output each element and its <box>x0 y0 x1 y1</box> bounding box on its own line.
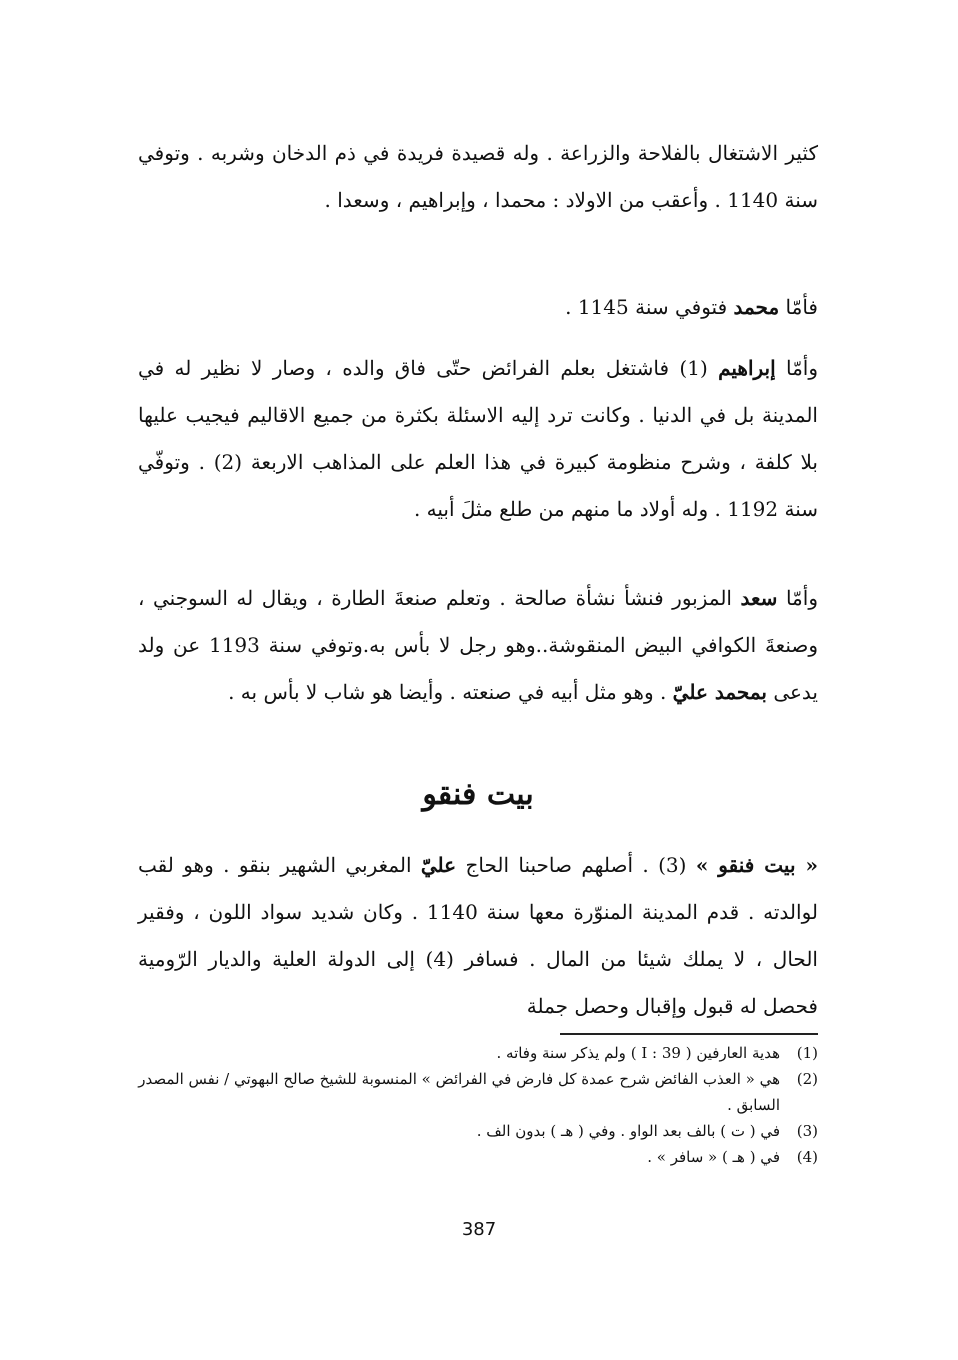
paragraph-3-text <box>138 345 818 533</box>
footnote-1 <box>138 1040 818 1066</box>
paragraph-1 <box>138 130 818 224</box>
paragraph-4-text <box>138 575 818 716</box>
paragraph-5-middle: (3) . أصلهم صاحبنا الحاج <box>456 853 696 877</box>
footnotes <box>138 1040 818 1170</box>
paragraph-3 <box>138 345 818 533</box>
paragraph-2-text <box>138 284 818 331</box>
paragraph-4-prefix: وأمّا <box>777 586 818 610</box>
paragraph-2-prefix: فأمّا <box>779 295 818 319</box>
paragraph-3-rest: (1) فاشتغل بعلم الفرائض حتّى فاق والده ، وصار لا نظير له في المدينة بل في الدنيا . وكانت ترد إليه الاسئلة بكثرة من جميع الاقاليم فيجيب عليها بلا كلفة ، وشرح منظومة كبيرة في هذا العلم على المذاهب الاربعة (2) . وتوفّي سنة 1192 . وله أولاد ما منهم من طلع مثلَ أبيه . <box>138 356 819 521</box>
name-ali: عليّ <box>420 853 457 877</box>
section-heading: بيت فنقو <box>422 777 534 812</box>
paragraph-2 <box>138 284 818 331</box>
paragraph-5-text <box>138 842 818 1030</box>
footnote-3 <box>138 1118 818 1144</box>
footnote-number: (3) <box>796 1122 818 1140</box>
footnote-number: (1) <box>796 1044 818 1062</box>
footnote-text: هي « العذب الفائض شرح عمدة كل فارض في الفرائض » المنسوبة للشيخ صالح البهوتي / نفس المصدر السابق . <box>138 1070 780 1114</box>
footnote-text: في ( ت ) بالف بعد الواو . وفي ( هـ ) بدون الف . <box>476 1122 780 1140</box>
footnote-divider <box>560 1033 818 1035</box>
footnote-text: هدية العارفين ( I : 39 ) ولم يذكر سنة وفاته . <box>496 1044 780 1062</box>
paragraph-4-rest: . وهو مثل أبيه في صنعته . وأيضا هو شاب لا بأس به . <box>228 680 673 704</box>
footnote-text: في ( هـ ) « سافر » . <box>647 1148 780 1166</box>
name-muhammad-ali: بمحمد عليّ <box>672 680 767 704</box>
paragraph-3-prefix: وأمّا <box>775 356 819 380</box>
name-ibrahim: إبراهيم <box>718 356 776 380</box>
paragraph-4-middle: المزبور فنشأ نشأة صالحة . وتعلم صنعةَ الطارة ، ويقال له السوجني ، وصنعةَ الكوافي البيض المنقوشة..وهو رجل لا بأس به.وتوفي سنة 1193 عن ولد يدعى <box>138 586 818 704</box>
paragraph-5 <box>138 842 818 1030</box>
paragraph-1-text: كثير الاشتغال بالفلاحة والزراعة . وله قصيدة فريدة في ذم الدخان وشربه . وتوفي سنة 1140 . وأعقب من الاولاد : محمدا ، وإبراهيم ، وسعدا . <box>138 141 818 212</box>
footnote-number: (4) <box>796 1148 818 1166</box>
name-saad: سعد <box>740 586 778 610</box>
paragraph-2-rest: فتوفي سنة 1145 . <box>565 295 734 319</box>
footnote-2 <box>138 1066 818 1118</box>
paragraph-5-rest: المغربي الشهير بنقو . وهو لقب لوالدته . قدم المدينة المنوّرة معها سنة 1140 . وكان شديد سواد اللون ، وفقير الحال ، لا يملك شيئا من المال . فسافر (4) إلى الدولة العلية والديار الرّومية فحصل له قبول وإقبال وحصل جملة <box>138 853 818 1018</box>
footnote-number: (2) <box>796 1070 818 1088</box>
paragraph-4 <box>138 575 818 716</box>
page-number: 387 <box>461 1219 497 1240</box>
name-muhammad: محمد <box>733 295 780 319</box>
name-bayt-fanqu: « بيت فنقو » <box>695 853 818 877</box>
footnote-4 <box>138 1144 818 1170</box>
